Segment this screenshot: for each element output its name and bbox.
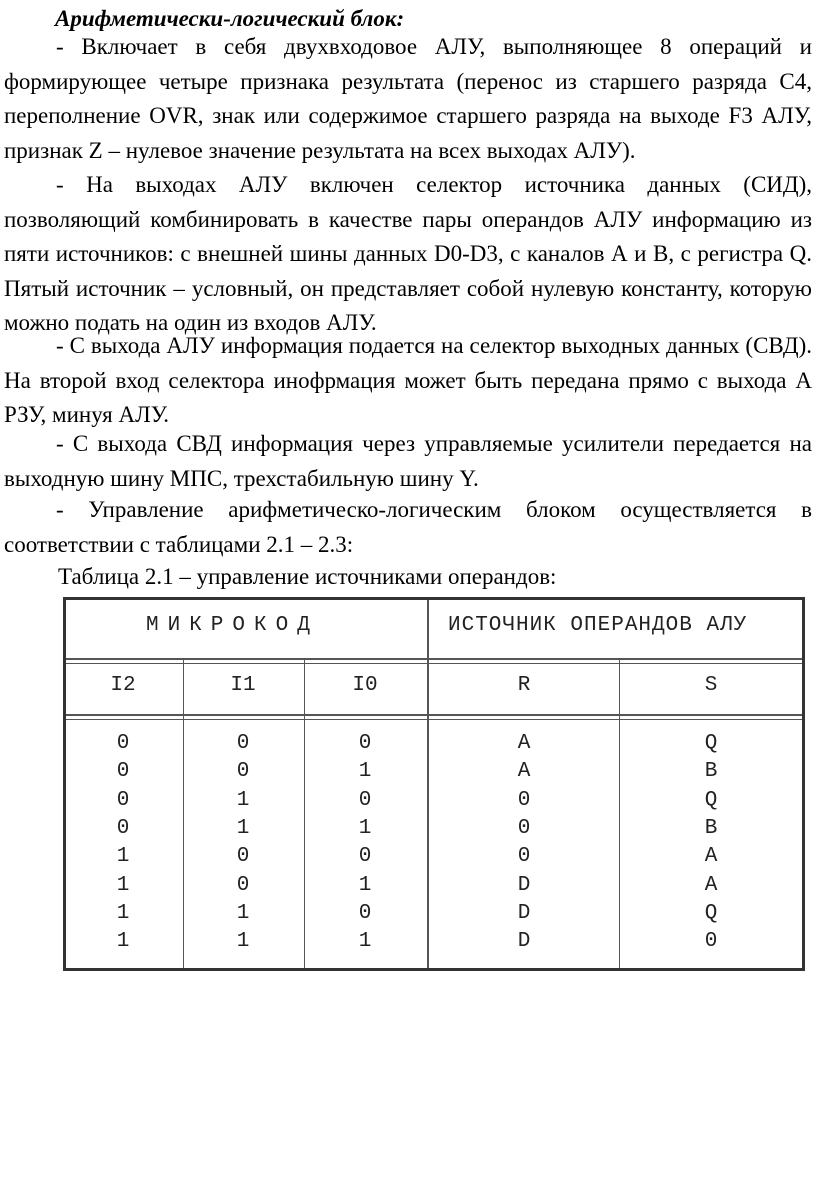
table-divider — [619, 660, 620, 968]
table-cell: 0 — [358, 901, 372, 925]
column-header-i1: I1 — [230, 674, 256, 697]
table-divider — [66, 719, 802, 720]
paragraph-alu: - Включает в себя двухвходовое АЛУ, выполняющее 8 операций и формирующее четыре признака результата (перенос из старшего разряда С4, переполнение OVR, знак или содержимое старшего разряда на выходе F3 АЛУ, признак Z – нулевое значение результата на всех выходах АЛУ). — [4, 34, 812, 163]
table-cell: 1 — [358, 816, 372, 840]
table-cell: 1 — [116, 930, 130, 954]
table-divider — [66, 658, 802, 660]
table-cell: 0 — [358, 845, 372, 869]
table-cell: 1 — [116, 873, 130, 897]
table-cell: 0 — [704, 930, 718, 954]
table-caption: Таблица 2.1 – управление источниками операндов: — [58, 564, 557, 589]
table-cell: Q — [704, 732, 718, 755]
table-divider — [183, 660, 184, 968]
table-cell: 0 — [236, 760, 250, 784]
table-cell: 0 — [116, 788, 130, 812]
table-cell: 0 — [236, 873, 250, 897]
table-cell: 0 — [116, 816, 130, 840]
table-cell: 0 — [236, 732, 250, 755]
table-cell: 1 — [358, 930, 372, 954]
table-cell: 1 — [358, 760, 372, 784]
paragraph-control: - Управление арифметическо-логическим блоком осуществляется в соответствии с таблицами 2.1 – 2.3: — [4, 497, 812, 557]
table-cell: 1 — [116, 845, 130, 869]
table-divider — [66, 663, 802, 664]
table-cell: 0 — [517, 816, 531, 840]
table-cell: 0 — [116, 760, 130, 784]
group-header-microcode: МИКРОКОД — [146, 614, 319, 637]
column-header-r: R — [517, 674, 531, 697]
table-cell: A — [517, 732, 531, 755]
table-cell: D — [517, 873, 531, 897]
table-cell: B — [704, 816, 718, 840]
group-header-operand-source: ИСТОЧНИК ОПЕРАНДОВ АЛУ — [448, 614, 748, 637]
table-cell: 1 — [116, 901, 130, 925]
paragraph-output-bus: - С выхода СВД информация через управляемые усилители передается на выходную шину МПС, трехстабильную шину Y. — [4, 431, 812, 491]
column-header-i2: I2 — [110, 674, 136, 697]
table-cell: 1 — [236, 788, 250, 812]
table-cell: D — [517, 901, 531, 925]
table-cell: 1 — [236, 901, 250, 925]
table-cell: A — [704, 873, 718, 897]
table-divider — [66, 714, 802, 716]
table-cell: B — [704, 760, 718, 784]
column-header-i0: I0 — [352, 674, 378, 697]
table-divider — [304, 660, 305, 968]
table-cell: 0 — [116, 732, 130, 755]
table-cell: A — [704, 845, 718, 869]
table-cell: 0 — [517, 845, 531, 869]
table-cell: 0 — [358, 788, 372, 812]
table-divider — [427, 600, 429, 968]
table-cell: 1 — [358, 873, 372, 897]
operand-source-table — [63, 597, 805, 971]
table-cell: 0 — [517, 788, 531, 812]
paragraph-output-selector: - С выхода АЛУ информация подается на селектор выходных данных (СВД). На второй вход селектора инофрмация может быть передана прямо с выхода А РЗУ, минуя АЛУ. — [4, 333, 812, 428]
table-cell: 1 — [236, 816, 250, 840]
table-cell: 0 — [236, 845, 250, 869]
table-cell: Q — [704, 901, 718, 925]
table-cell: Q — [704, 788, 718, 812]
table-cell: D — [517, 930, 531, 954]
column-header-s: S — [704, 674, 718, 697]
paragraph-source-selector: - На выходах АЛУ включен селектор источника данных (СИД), позволяющий комбинировать в качестве пары операндов АЛУ информацию из пяти источников: с внешней шины данных D0-D3, с каналов А и В, с регистра Q. Пятый источник – условный, он представляет собой нулевую константу, которую можно подать на один из входов АЛУ. — [4, 172, 812, 336]
table-cell: 1 — [236, 930, 250, 954]
table-cell: 0 — [358, 732, 372, 755]
section-heading: Арифметически-логический блок: — [55, 6, 405, 31]
table-cell: A — [517, 760, 531, 784]
